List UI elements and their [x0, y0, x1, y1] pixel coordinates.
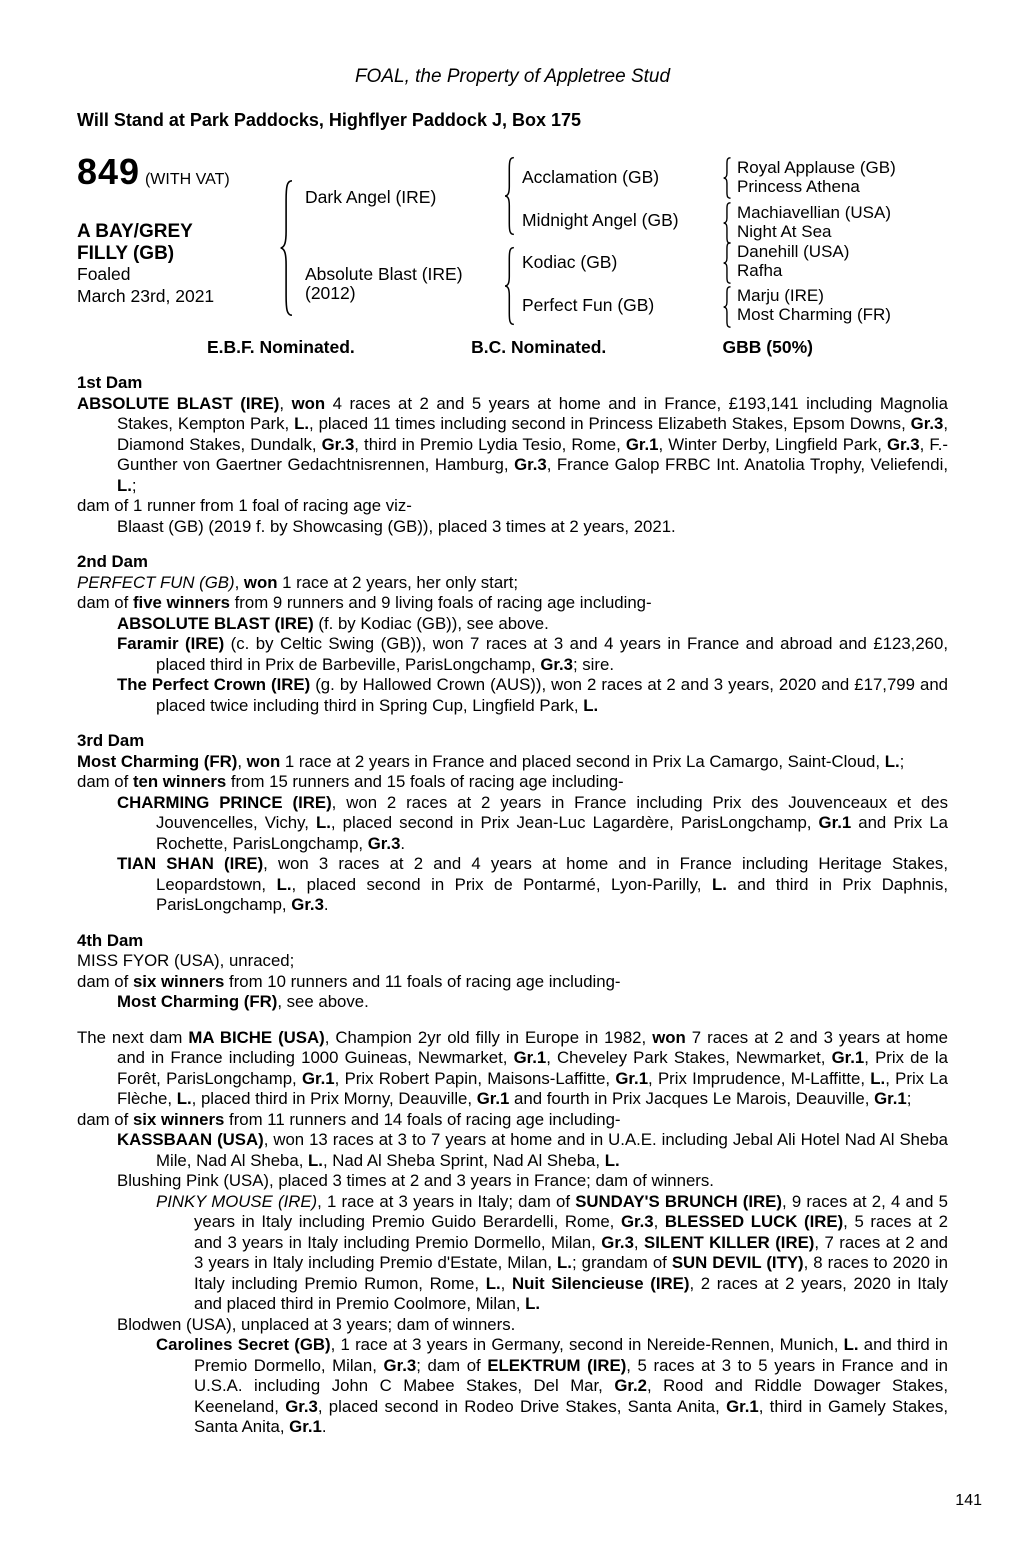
text-segment: ELEKTRUM (IRE): [487, 1355, 627, 1375]
text-segment: Gr.1: [301, 1068, 335, 1088]
text-segment: , 2 races at 2 years, 2020 in Italy and placed third in Premio Coolmore, Milan,: [194, 1273, 949, 1313]
text-segment: dam of: [77, 772, 133, 791]
text-segment: CHARMING PRINCE (IRE): [117, 792, 332, 812]
text-segment: (g. by Hallowed Crown (AUS)), won 2 races at 2 and 3 years, 2020 and £17,799 and placed twice including third in Spring Cup, Lingfield Park,: [156, 675, 948, 715]
dam-year: (2012): [305, 283, 356, 303]
text-segment: L.: [485, 1273, 501, 1293]
text-segment: Most Charming (FR): [117, 992, 278, 1011]
pedigree-paragraph: [77, 1171, 948, 1192]
colour-sex-line-1: A BAY/GREY: [77, 221, 193, 242]
text-segment: The next dam: [77, 1027, 189, 1047]
text-segment: and third in Premio Dormello, Milan,: [194, 1335, 948, 1375]
sire-sire-parents: [737, 158, 896, 196]
text-segment: , 5 races at 3 to 5 years in France and in U.S.A. including John C Mabee Stakes, Del Mar,: [194, 1355, 948, 1395]
text-segment: ,: [234, 572, 244, 592]
text-segment: , Prix La Flèche,: [117, 1068, 949, 1108]
text-segment: , placed 11 times including second in Princess Elizabeth Stakes, Epsom Downs,: [309, 414, 911, 433]
text-segment: , Champion 2yr old filly in Europe in 1982,: [324, 1027, 653, 1047]
text-segment: Gr.3: [291, 895, 324, 914]
pedigree-paragraph: [77, 772, 948, 793]
text-segment: six winners: [132, 1109, 225, 1129]
pedigree-paragraph: [77, 951, 948, 972]
text-segment: , Prix Imprudence, M-Laffitte,: [648, 1068, 871, 1088]
text-segment: 7 races at 2 and 3 years at home and in France including 1000 Guineas, Newmarket,: [117, 1027, 948, 1067]
text-segment: Most Charming (FR): [77, 751, 238, 771]
text-segment: dam of 1 runner from 1 foal of racing age viz-: [77, 496, 412, 515]
pedigree-paragraph: [77, 394, 948, 497]
text-segment: 4 races at 2 and 5 years at home and in France, £193,141 including Magnolia Stakes, Kempton Park,: [117, 393, 948, 433]
pedigree-paragraph: [77, 675, 948, 716]
text-segment: Blushing Pink (USA), placed 3 times at 2 and 3 years in France; dam of winners.: [117, 1171, 714, 1190]
text-segment: ;: [131, 475, 137, 495]
text-segment: , F.-Gunther von Gaertner Gedachtnisrennen, Hamburg,: [117, 434, 948, 474]
text-segment: from 9 runners and 9 living foals of racing age including-: [229, 593, 652, 612]
text-segment: Gr.1: [289, 1417, 322, 1436]
text-segment: Gr.1: [615, 1068, 649, 1088]
text-segment: BLESSED LUCK (IRE): [664, 1212, 844, 1231]
text-segment: L.: [315, 813, 331, 832]
text-segment: Gr.3: [910, 414, 944, 433]
text-segment: dam of: [77, 1109, 133, 1129]
text-segment: dam of: [77, 971, 133, 991]
text-segment: , 9 races at 2, 4 and 5 years in Italy including Premio Guido Berardelli, Rome,: [194, 1191, 948, 1231]
pedigree-paragraph: [77, 1110, 948, 1131]
text-segment: , Nad Al Sheba Sprint, Nad Al Sheba,: [322, 1150, 605, 1170]
pedigree-table: [77, 140, 948, 332]
stand-location-line: Will Stand at Park Paddocks, Highflyer Paddock J, Box 175: [77, 110, 581, 130]
text-segment: Gr.3: [620, 1212, 654, 1231]
text-segment: ,: [237, 751, 247, 771]
foaled-date: March 23rd, 2021: [77, 285, 215, 306]
pedigree-paragraph: [77, 1130, 948, 1171]
text-segment: L.: [583, 695, 599, 715]
text-segment: Faramir (IRE): [117, 634, 225, 653]
bc-nominated-label: B.C. Nominated.: [471, 337, 607, 357]
text-segment: Gr.1: [513, 1048, 547, 1067]
brace-icon: [722, 157, 733, 199]
dam-sire-name: Kodiac (GB): [522, 252, 618, 272]
text-segment: won: [291, 393, 326, 413]
text-segment: Gr.3: [886, 434, 920, 454]
text-segment: L.: [711, 874, 727, 894]
pedigree-paragraph: [77, 752, 948, 773]
brace-icon: [278, 178, 296, 318]
pedigree-paragraph: [77, 496, 948, 517]
section-heading: 4th Dam: [77, 930, 144, 950]
pedigree-paragraph: [77, 1028, 948, 1110]
text-segment: Blodwen (USA), unplaced at 3 years; dam of winners.: [117, 1314, 516, 1334]
text-segment: Gr.1: [625, 434, 659, 454]
ancestor-name: Danehill (USA): [737, 242, 850, 261]
pedigree-paragraph: [77, 614, 948, 635]
pedigree-paragraph: [77, 1335, 948, 1438]
text-segment: L.: [276, 874, 292, 894]
text-segment: ABSOLUTE BLAST (IRE): [77, 393, 280, 413]
text-segment: L.: [604, 1150, 620, 1170]
text-segment: Gr.2: [614, 1376, 647, 1395]
text-segment: won: [243, 572, 278, 592]
pedigree-paragraph: [77, 1192, 948, 1315]
text-segment: L.: [870, 1068, 886, 1088]
text-segment: Gr.1: [726, 1396, 759, 1416]
text-segment: won: [246, 751, 281, 771]
brace-icon: [503, 156, 517, 236]
text-segment: L.: [294, 414, 309, 433]
text-segment: Gr.3: [540, 654, 573, 674]
text-segment: , placed second in Rodeo Drive Stakes, Santa Anita,: [317, 1396, 727, 1416]
sire-dam-name: Midnight Angel (GB): [522, 210, 679, 230]
text-segment: .: [400, 833, 406, 853]
text-segment: L.: [525, 1294, 541, 1313]
text-segment: from 15 runners and 15 foals of racing age including-: [226, 772, 624, 791]
text-segment: , 8 races to 2020 in Italy including Premio Rumon, Rome,: [194, 1253, 948, 1293]
vat-note: (WITH VAT): [144, 171, 230, 188]
text-segment: ;: [899, 751, 905, 771]
gbb-label: GBB (50%): [722, 337, 813, 357]
pedigree-paragraph: [77, 573, 948, 594]
section-heading: 2nd Dam: [77, 552, 148, 571]
pedigree-paragraph: [77, 854, 948, 916]
text-segment: Carolines Secret (GB): [156, 1335, 331, 1354]
colour-sex-line-2: FILLY (GB): [77, 242, 175, 264]
lot-description: [77, 221, 214, 307]
text-segment: five winners: [132, 593, 230, 612]
text-segment: L.: [557, 1253, 572, 1272]
page-title: FOAL, the Property of Appletree Stud: [354, 66, 671, 87]
sire-dam-parents: [737, 203, 891, 241]
text-segment: Gr.3: [367, 833, 401, 853]
dam-section: [77, 552, 948, 716]
text-segment: Gr.3: [514, 455, 547, 474]
text-segment: ,: [279, 393, 292, 413]
text-segment: TIAN SHAN (IRE): [117, 854, 264, 873]
pedigree-paragraph: [77, 634, 948, 675]
text-segment: ;: [906, 1089, 912, 1108]
page-number: 141: [955, 1492, 982, 1509]
text-segment: (c. by Celtic Swing (GB)), won 7 races at 3 and 4 years in France and abroad and £123,260, placed third in Prix de Barbeville, ParisLongchamp,: [156, 634, 949, 674]
dam-section: [77, 931, 948, 1013]
dam-dam-parents: [737, 286, 891, 324]
text-segment: , won 13 races at 3 to 7 years at home and in U.A.E. including Jebal Ali Hotel Nad Al Sheba Mile, Nad Al Sheba,: [156, 1130, 948, 1170]
text-segment: from 11 runners and 14 foals of racing age including-: [224, 1109, 621, 1129]
text-segment: , Prix Robert Papin, Maisons-Laffitte,: [334, 1068, 616, 1088]
text-segment: , placed second in Prix Jean-Luc Lagardère, ParisLongchamp,: [330, 813, 819, 832]
text-segment: PERFECT FUN (GB): [77, 572, 235, 592]
pedigree-paragraph: [77, 992, 948, 1013]
brace-icon: [722, 242, 733, 284]
text-segment: , third in Gamely Stakes, Santa Anita,: [194, 1396, 948, 1436]
text-segment: Blaast (GB) (2019 f. by Showcasing (GB)), placed 3 times at 2 years, 2021.: [117, 516, 676, 536]
lot-header: [77, 151, 230, 192]
text-segment: , Winter Derby, Lingfield Park,: [658, 434, 887, 454]
sire-name: Dark Angel (IRE): [305, 187, 437, 207]
text-segment: , see above.: [277, 992, 369, 1011]
text-segment: Gr.3: [321, 434, 355, 454]
text-segment: MISS FYOR (USA), unraced;: [77, 951, 295, 970]
text-segment: six winners: [132, 971, 225, 991]
text-segment: , 1 race at 3 years in Italy; dam of: [317, 1191, 576, 1211]
ancestor-name: Marju (IRE): [737, 286, 824, 305]
text-segment: ABSOLUTE BLAST (IRE): [117, 613, 314, 633]
text-segment: ten winners: [132, 772, 227, 791]
brace-icon: [722, 202, 733, 244]
text-segment: and third in Prix Daphnis, ParisLongchamp,: [156, 874, 949, 914]
text-segment: won: [652, 1027, 686, 1047]
text-segment: L.: [117, 475, 132, 495]
text-segment: SUN DEVIL (ITY): [671, 1253, 804, 1272]
text-segment: Gr.1: [874, 1089, 907, 1108]
ancestor-name: Princess Athena: [737, 177, 860, 196]
text-segment: , Rood and Riddle Dowager Stakes, Keeneland,: [194, 1376, 948, 1416]
text-segment: , 1 race at 3 years in Germany, second in Nereide-Rennen, Munich,: [330, 1335, 844, 1354]
brace-icon: [722, 286, 733, 328]
text-segment: from 10 runners and 11 foals of racing age including-: [224, 971, 621, 991]
text-segment: , France Galop FRBC Int. Anatolia Trophy, Veliefendi,: [546, 455, 948, 474]
text-segment: ; sire.: [572, 654, 614, 674]
ancestor-name: Royal Applause (GB): [737, 158, 896, 177]
text-segment: , won 3 races at 2 and 4 years at home and in France including Heritage Stakes, Leopardstown,: [156, 854, 948, 894]
text-segment: 1 race at 2 years in France and placed second in Prix La Camargo, Saint-Cloud,: [280, 751, 885, 771]
text-segment: 1 race at 2 years, her only start;: [277, 572, 519, 592]
text-segment: , Cheveley Park Stakes, Newmarket,: [546, 1048, 832, 1067]
dam-section: [77, 373, 948, 537]
text-segment: Gr.3: [383, 1355, 417, 1375]
text-segment: , third in Premio Lydia Tesio, Rome,: [354, 434, 626, 454]
text-segment: .: [323, 895, 329, 914]
text-segment: and Prix La Rochette, ParisLongchamp,: [156, 813, 948, 853]
text-segment: and fourth in Prix Jacques Le Marois, Deauville,: [509, 1089, 875, 1108]
text-segment: , won 2 races at 2 years in France including Prix des Jouvenceaux et des Jouvencelles, Vichy,: [156, 792, 949, 832]
lot-number: 849: [77, 151, 141, 192]
sire-sire-name: Acclamation (GB): [522, 167, 660, 187]
text-segment: dam of: [77, 593, 133, 612]
text-segment: Gr.1: [831, 1048, 865, 1067]
text-segment: , 7 races at 2 and 3 years in Italy including Premio d'Estate, Milan,: [194, 1232, 949, 1272]
text-segment: SUNDAY'S BRUNCH (IRE): [575, 1191, 782, 1211]
pedigree-paragraph: [77, 793, 948, 855]
pedigree-paragraph: [77, 593, 948, 614]
text-segment: , Prix de la Forêt, ParisLongchamp,: [117, 1048, 948, 1088]
foaled-label: Foaled: [77, 264, 131, 284]
text-segment: L.: [176, 1089, 192, 1108]
text-segment: , placed third in Prix Morny, Deauville,: [191, 1089, 477, 1108]
text-segment: Gr.1: [476, 1089, 510, 1108]
text-segment: Nuit Silencieuse (IRE): [511, 1273, 690, 1293]
pedigree-paragraph: [77, 972, 948, 993]
text-segment: .: [321, 1417, 327, 1436]
dam-dam-name: Perfect Fun (GB): [522, 295, 655, 315]
text-segment: ,: [653, 1212, 665, 1231]
brace-icon: [503, 246, 517, 326]
text-segment: PINKY MOUSE (IRE): [156, 1191, 318, 1211]
text-segment: (f. by Kodiac (GB)), see above.: [313, 613, 549, 633]
text-segment: ; grandam of: [571, 1253, 672, 1272]
text-segment: The Perfect Crown (IRE): [117, 675, 311, 694]
text-segment: KASSBAAN (USA): [117, 1130, 264, 1149]
text-segment: Gr.3: [601, 1232, 634, 1252]
dam-section: [77, 731, 948, 916]
text-segment: , 5 races at 2 and 3 years in Italy including Premio Dormello, Milan,: [194, 1212, 949, 1252]
text-segment: ; dam of: [416, 1355, 488, 1375]
text-segment: , placed second in Prix de Pontarmé, Lyon-Parilly,: [291, 874, 712, 894]
section-heading: 3rd Dam: [77, 731, 145, 750]
text-segment: ,: [500, 1273, 512, 1293]
text-segment: L.: [843, 1335, 859, 1354]
text-segment: , Diamond Stakes, Dundalk,: [117, 414, 948, 454]
pedigree-paragraph: [77, 517, 948, 538]
section-heading: 1st Dam: [77, 373, 143, 392]
nominations-line: [207, 337, 813, 358]
pedigree-text: [77, 373, 948, 1438]
text-segment: L.: [884, 751, 900, 771]
text-segment: MA BICHE (USA): [188, 1027, 325, 1047]
pedigree-paragraph: [77, 1315, 948, 1336]
dam-name: Absolute Blast (IRE): [305, 264, 463, 284]
dam-section: [77, 1028, 948, 1438]
text-segment: Gr.3: [285, 1396, 318, 1416]
text-segment: SILENT KILLER (IRE): [644, 1232, 815, 1252]
ancestor-name: Most Charming (FR): [737, 305, 891, 324]
ancestor-name: Rafha: [737, 261, 783, 280]
text-segment: Gr.1: [818, 813, 852, 832]
ancestor-name: Night At Sea: [737, 222, 832, 241]
ebf-nominated-label: E.B.F. Nominated.: [207, 337, 355, 357]
ancestor-name: Machiavellian (USA): [737, 203, 891, 222]
text-segment: L.: [308, 1150, 323, 1170]
text-segment: ,: [633, 1232, 645, 1252]
dam-sire-parents: [737, 242, 849, 280]
